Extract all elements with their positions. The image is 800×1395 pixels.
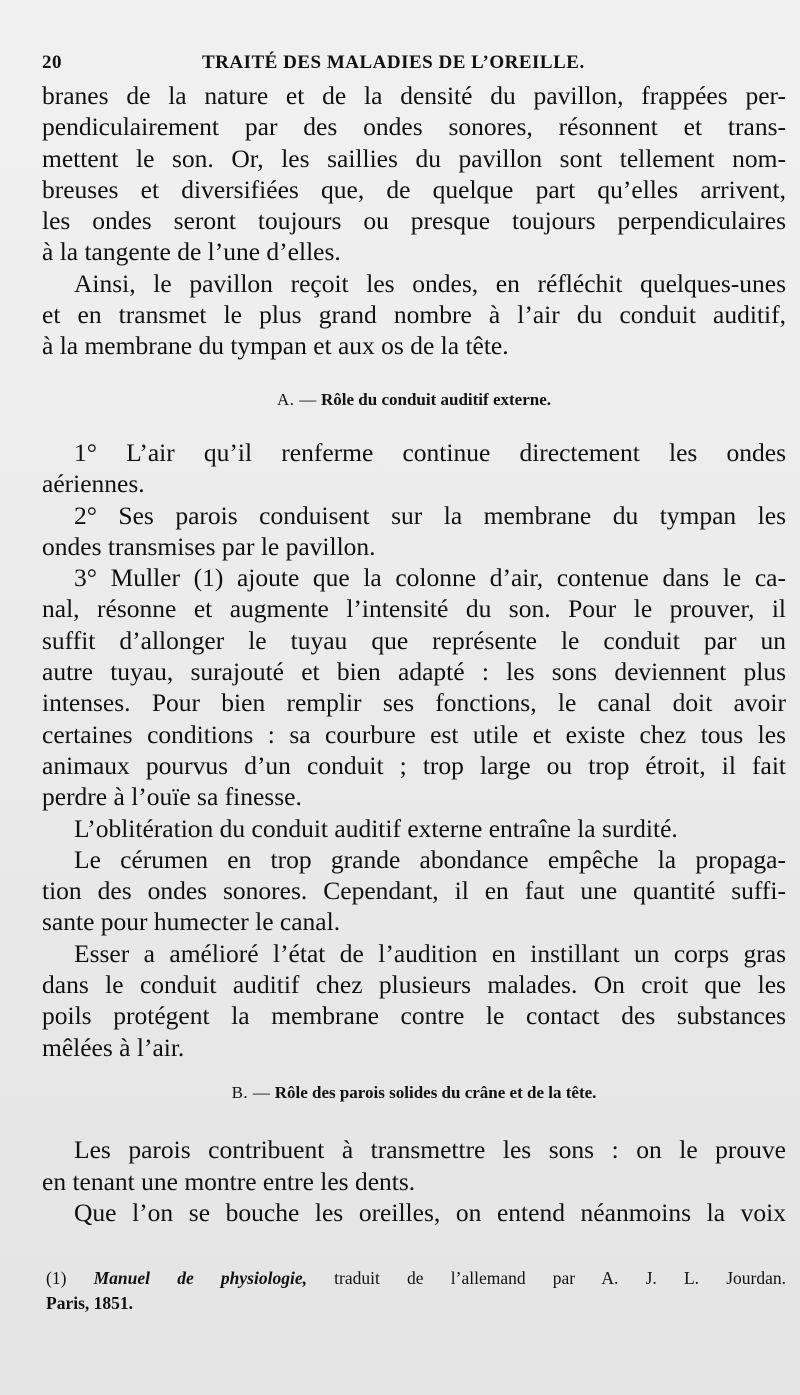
text-line: mettent le son. Or, les saillies du pavillon sont tellement nom- — [42, 143, 786, 173]
item-2-cont — [42, 531, 786, 562]
paragraph-ainsi — [42, 268, 786, 299]
item-1 — [42, 437, 786, 468]
item-2 — [42, 500, 786, 531]
text-line: ondes transmises par le pavillon. — [42, 531, 376, 561]
paragraph-obliteration — [42, 813, 786, 844]
text-line: perdre à l’ouïe sa finesse. — [42, 782, 302, 812]
paragraph-parois-cont — [42, 1166, 786, 1197]
text-line: animaux pourvus d’un conduit ; trop large ou trop étroit, il fait — [42, 750, 786, 780]
section-heading-a — [42, 384, 786, 415]
text-line: à la membrane du tympan et aux os de la tête. — [42, 331, 509, 361]
footnote-title: Manuel de physiologie, — [93, 1268, 307, 1288]
paragraph-esser — [42, 938, 786, 969]
paragraph-esser-cont — [42, 969, 786, 1063]
text-line: les ondes seront toujours ou presque toujours perpendiculaires — [42, 206, 786, 236]
body-text — [42, 80, 786, 1228]
text-line: dans le conduit auditif chez plusieurs malades. On croit que les — [42, 970, 786, 1000]
paragraph-cerumen — [42, 844, 786, 875]
paragraph-ainsi-cont — [42, 299, 786, 362]
text-line: branes de la nature et de la densité du pavillon, frappées per- — [42, 81, 786, 110]
heading-label: A. — — [276, 389, 317, 409]
paragraph-parois — [42, 1134, 786, 1165]
text-line: et en transmet le plus grand nombre à l’air du conduit auditif, — [42, 300, 786, 330]
text-line: 1° L’air qu’il renferme continue directement les ondes — [74, 437, 786, 467]
text-line: 3° Muller (1) ajoute que la colonne d’air, contenue dans le ca- — [74, 563, 786, 593]
text-line: à la tangente de l’une d’elles. — [42, 237, 341, 267]
text-line: Que l’on se bouche les oreilles, on entend néanmoins la voix — [74, 1197, 786, 1227]
text-line: mêlées à l’air. — [42, 1032, 185, 1062]
text-line: en tenant une montre entre les dents. — [42, 1166, 416, 1196]
running-head — [42, 50, 786, 80]
footnote-line — [46, 1266, 786, 1291]
footnote — [46, 1266, 786, 1316]
item-3 — [42, 562, 786, 593]
footnote-text: traduit de l’allemand par A. J. L. Jourdan. — [334, 1268, 787, 1288]
heading-text: Rôle des parois solides du crâne et de la tête. — [274, 1082, 597, 1102]
text-line: Ainsi, le pavillon reçoit les ondes, en réfléchit quelques-unes — [74, 268, 786, 298]
text-line: certaines conditions : sa courbure est utile et existe chez tous les — [42, 719, 786, 749]
text-line: Le cérumen en trop grande abondance empêche la propaga- — [74, 844, 786, 874]
text-line: aériennes. — [42, 469, 145, 499]
text-line: autre tuyau, surajouté et bien adapté : les sons deviennent plus — [42, 657, 786, 687]
text-line: Les parois contribuent à transmettre les sons : on le prouve — [74, 1135, 786, 1165]
running-title: TRAITÉ DES MALADIES DE L’OREILLE. — [202, 52, 585, 73]
item-3-cont — [42, 593, 786, 812]
paragraph-pavillon — [42, 80, 786, 268]
heading-text: Rôle du conduit auditif externe. — [321, 389, 551, 409]
text-line: tion des ondes sonores. Cependant, il en faut une quantité suffi- — [42, 876, 786, 906]
text-line: breuses et diversifiées que, de quelque part qu’elles arrivent, — [42, 174, 786, 204]
text-line: sante pour humecter le canal. — [42, 907, 341, 937]
text-line: poils protégent la membrane contre le contact des substances — [42, 1001, 786, 1031]
text-line: Esser a amélioré l’état de l’audition en instillant un corps gras — [74, 938, 786, 968]
footnote-line: Paris, 1851. — [46, 1293, 134, 1313]
section-heading-b — [42, 1077, 786, 1108]
paragraph-cerumen-cont — [42, 875, 786, 938]
item-1-cont — [42, 468, 786, 499]
paragraph-bouche — [42, 1197, 786, 1228]
text-line: suffit d’allonger le tuyau que représente le conduit par un — [42, 625, 786, 655]
text-line: intenses. Pour bien remplir ses fonctions, le canal doit avoir — [42, 688, 786, 718]
footnote-marker: (1) — [46, 1268, 67, 1288]
text-line: L’oblitération du conduit auditif externe entraîne la surdité. — [74, 813, 678, 843]
text-line: nal, résonne et augmente l’intensité du son. Pour le prouver, il — [42, 594, 786, 624]
text-line: pendiculairement par des ondes sonores, résonnent et trans- — [42, 112, 786, 142]
page-number: 20 — [42, 52, 62, 73]
heading-label: B. — — [231, 1082, 271, 1102]
text-line: 2° Ses parois conduisent sur la membrane du tympan les — [74, 500, 786, 530]
